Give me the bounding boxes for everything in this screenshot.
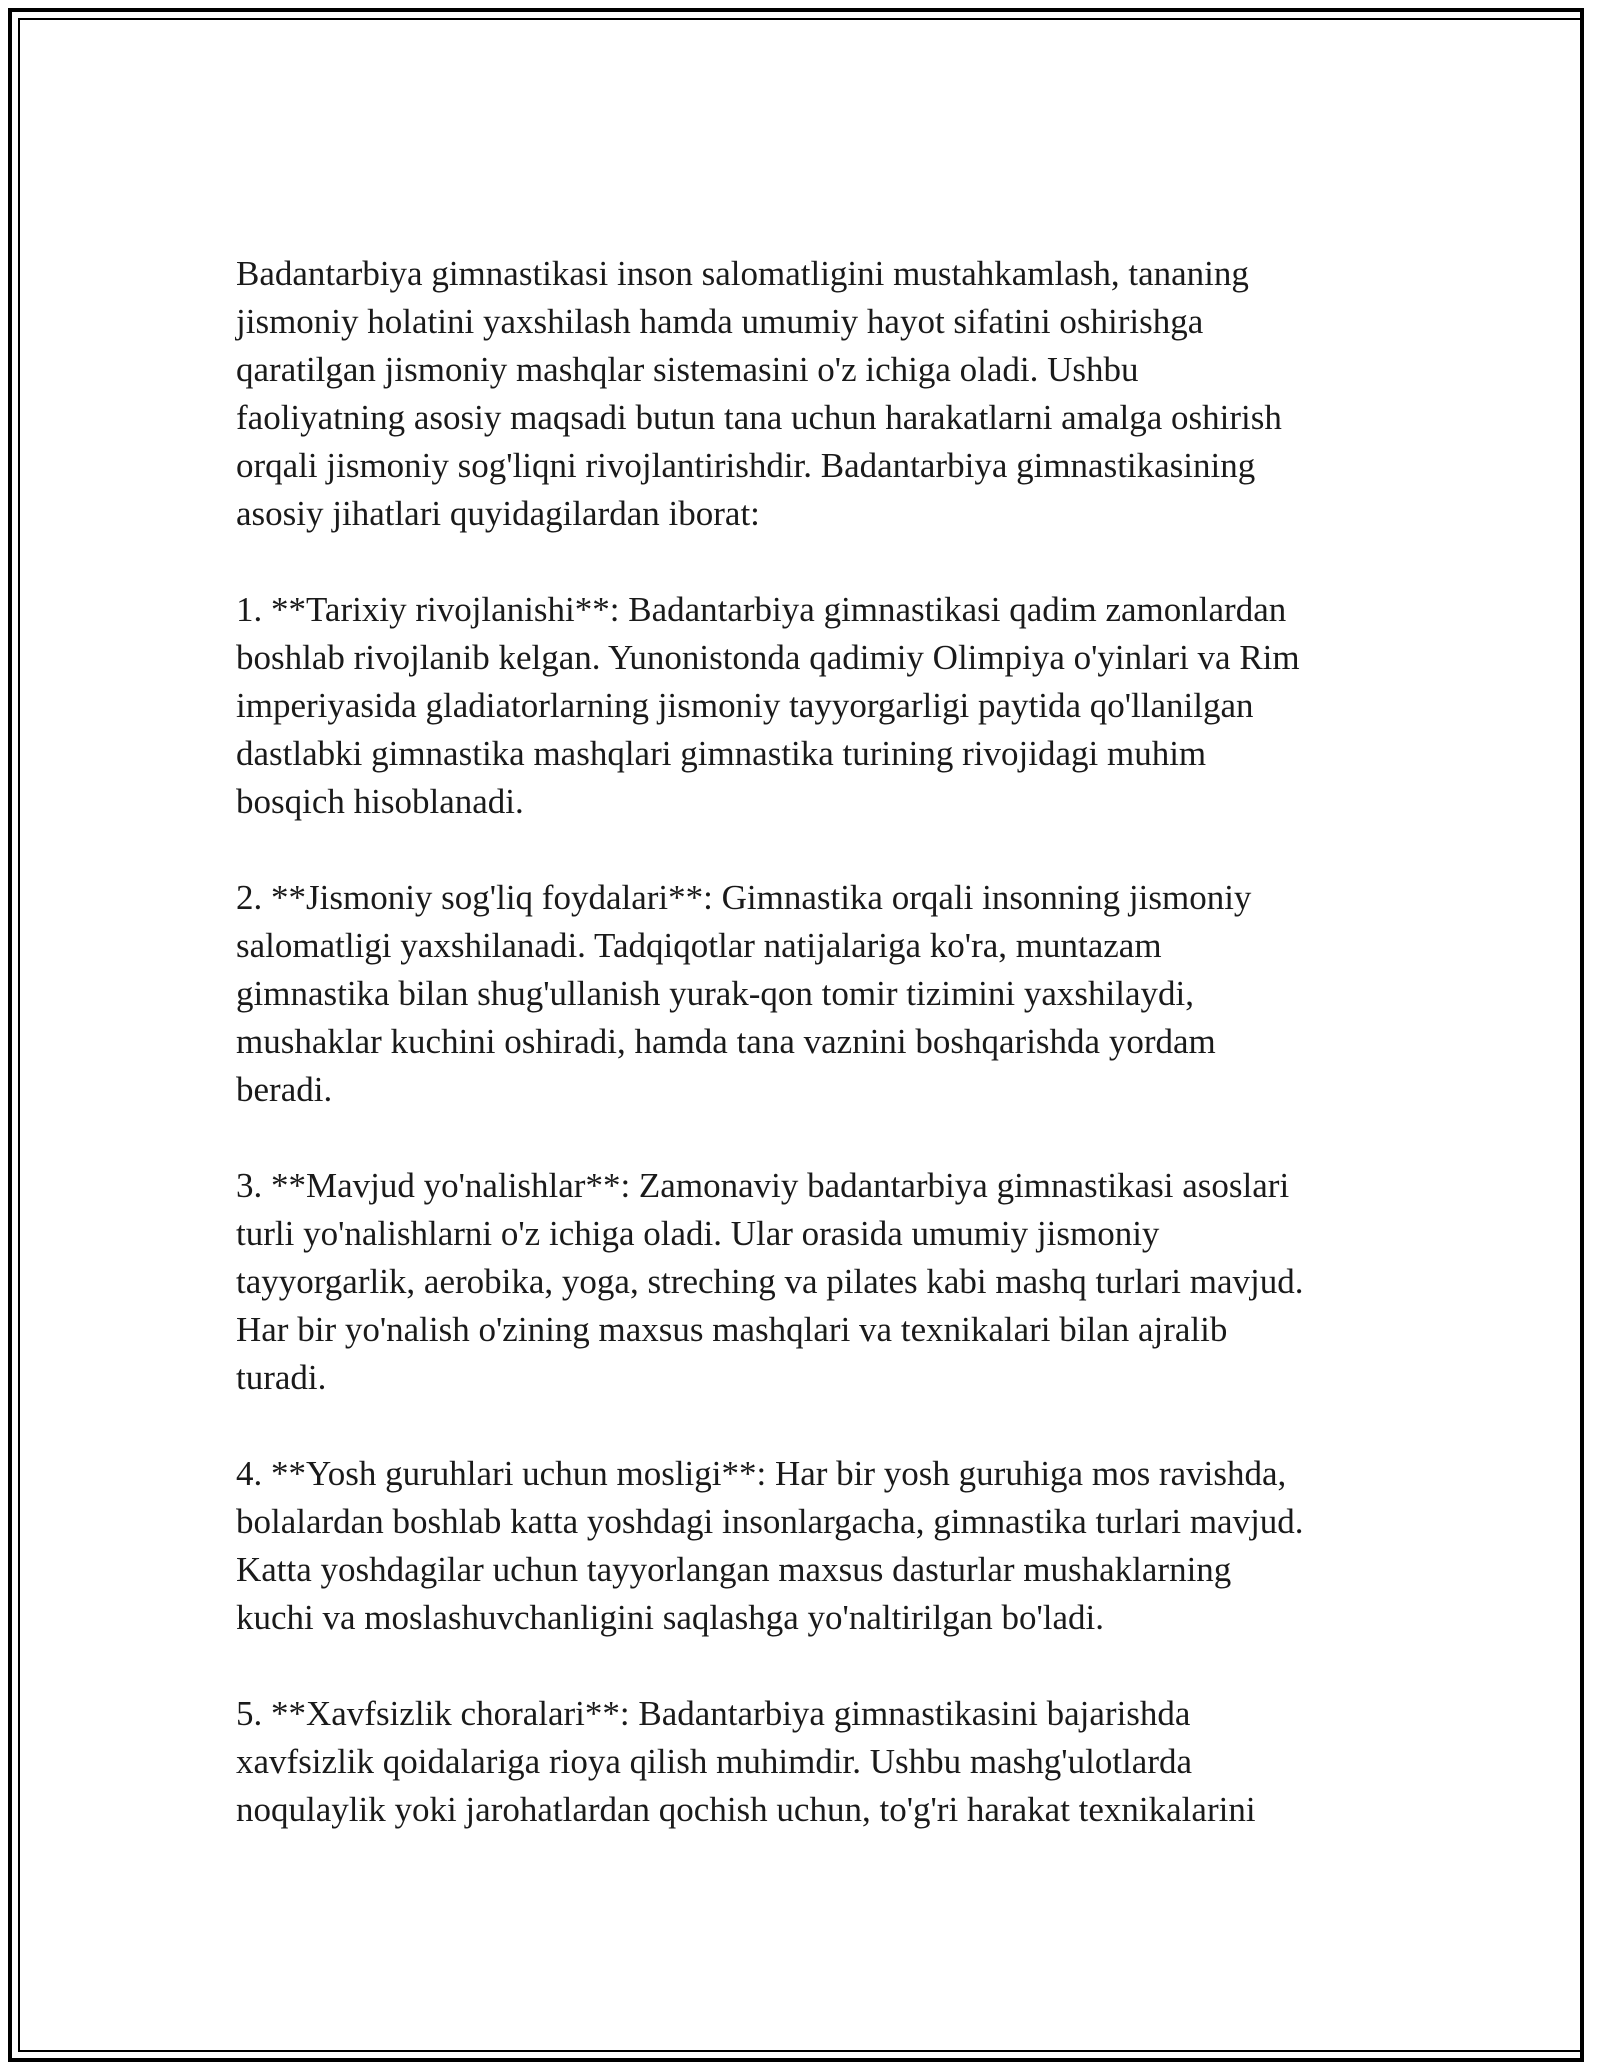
text-line: 1. **Tarixiy rivojlanishi**: Badantarbiya gimnastikasi qadim zamonlardan: [236, 590, 1287, 629]
intro-paragraph: [236, 250, 1376, 538]
text-line: xavfsizlik qoidalariga rioya qilish muhimdir. Ushbu mashg'ulotlarda: [236, 1742, 1193, 1781]
list-item-1-paragraph: [236, 586, 1376, 826]
list-item-4-paragraph: [236, 1450, 1376, 1642]
text-line: Katta yoshdagilar uchun tayyorlangan maxsus dasturlar mushaklarning: [236, 1550, 1232, 1589]
text-line: qaratilgan jismoniy mashqlar sistemasini o'z ichiga oladi. Ushbu: [236, 350, 1139, 389]
text-line: bosqich hisoblanadi.: [236, 782, 524, 821]
text-line: 5. **Xavfsizlik choralari**: Badantarbiya gimnastikasini bajarishda: [236, 1694, 1191, 1733]
text-line: beradi.: [236, 1070, 333, 1109]
text-line: orqali jismoniy sog'liqni rivojlantirishdir. Badantarbiya gimnastikasining: [236, 446, 1256, 485]
text-line: 3. **Mavjud yo'nalishlar**: Zamonaviy badantarbiya gimnastikasi asoslari: [236, 1166, 1290, 1205]
text-line: boshlab rivojlanib kelgan. Yunonistonda qadimiy Olimpiya o'yinlari va Rim: [236, 638, 1300, 677]
text-line: 2. **Jismoniy sog'liq foydalari**: Gimnastika orqali insonning jismoniy: [236, 878, 1252, 917]
text-line: turadi.: [236, 1358, 327, 1397]
text-line: turli yo'nalishlarni o'z ichiga oladi. Ular orasida umumiy jismoniy: [236, 1214, 1160, 1253]
text-line: dastlabki gimnastika mashqlari gimnastika turining rivojidagi muhim: [236, 734, 1207, 773]
list-item-5-paragraph: [236, 1690, 1376, 1834]
text-line: 4. **Yosh guruhlari uchun mosligi**: Har bir yosh guruhiga mos ravishda,: [236, 1454, 1287, 1493]
text-line: tayyorgarlik, aerobika, yoga, streching va pilates kabi mashq turlari mavjud.: [236, 1262, 1304, 1301]
text-line: noqulaylik yoki jarohatlardan qochish uchun, to'g'ri harakat texnikalarini: [236, 1790, 1256, 1829]
list-item-3-paragraph: [236, 1162, 1376, 1402]
text-line: Har bir yo'nalish o'zining maxsus mashqlari va texnikalari bilan ajralib: [236, 1310, 1228, 1349]
list-item-2-paragraph: [236, 874, 1376, 1114]
text-line: mushaklar kuchini oshiradi, hamda tana vaznini boshqarishda yordam: [236, 1022, 1216, 1061]
text-line: salomatligi yaxshilanadi. Tadqiqotlar natijalariga ko'ra, muntazam: [236, 926, 1162, 965]
text-line: bolalardan boshlab katta yoshdagi insonlargacha, gimnastika turlari mavjud.: [236, 1502, 1304, 1541]
text-line: gimnastika bilan shug'ullanish yurak-qon tomir tizimini yaxshilaydi,: [236, 974, 1194, 1013]
text-line: asosiy jihatlari quyidagilardan iborat:: [236, 494, 760, 533]
text-line: kuchi va moslashuvchanligini saqlashga yo'naltirilgan bo'ladi.: [236, 1598, 1104, 1637]
text-line: jismoniy holatini yaxshilash hamda umumiy hayot sifatini oshirishga: [236, 302, 1204, 341]
text-line: faoliyatning asosiy maqsadi butun tana uchun harakatlarni amalga oshirish: [236, 398, 1282, 437]
text-line: Badantarbiya gimnastikasi inson salomatligini mustahkamlash, tananing: [236, 254, 1249, 293]
text-line: imperiyasida gladiatorlarning jismoniy tayyorgarligi paytida qo'llanilgan: [236, 686, 1254, 725]
document-body: [236, 250, 1376, 1834]
